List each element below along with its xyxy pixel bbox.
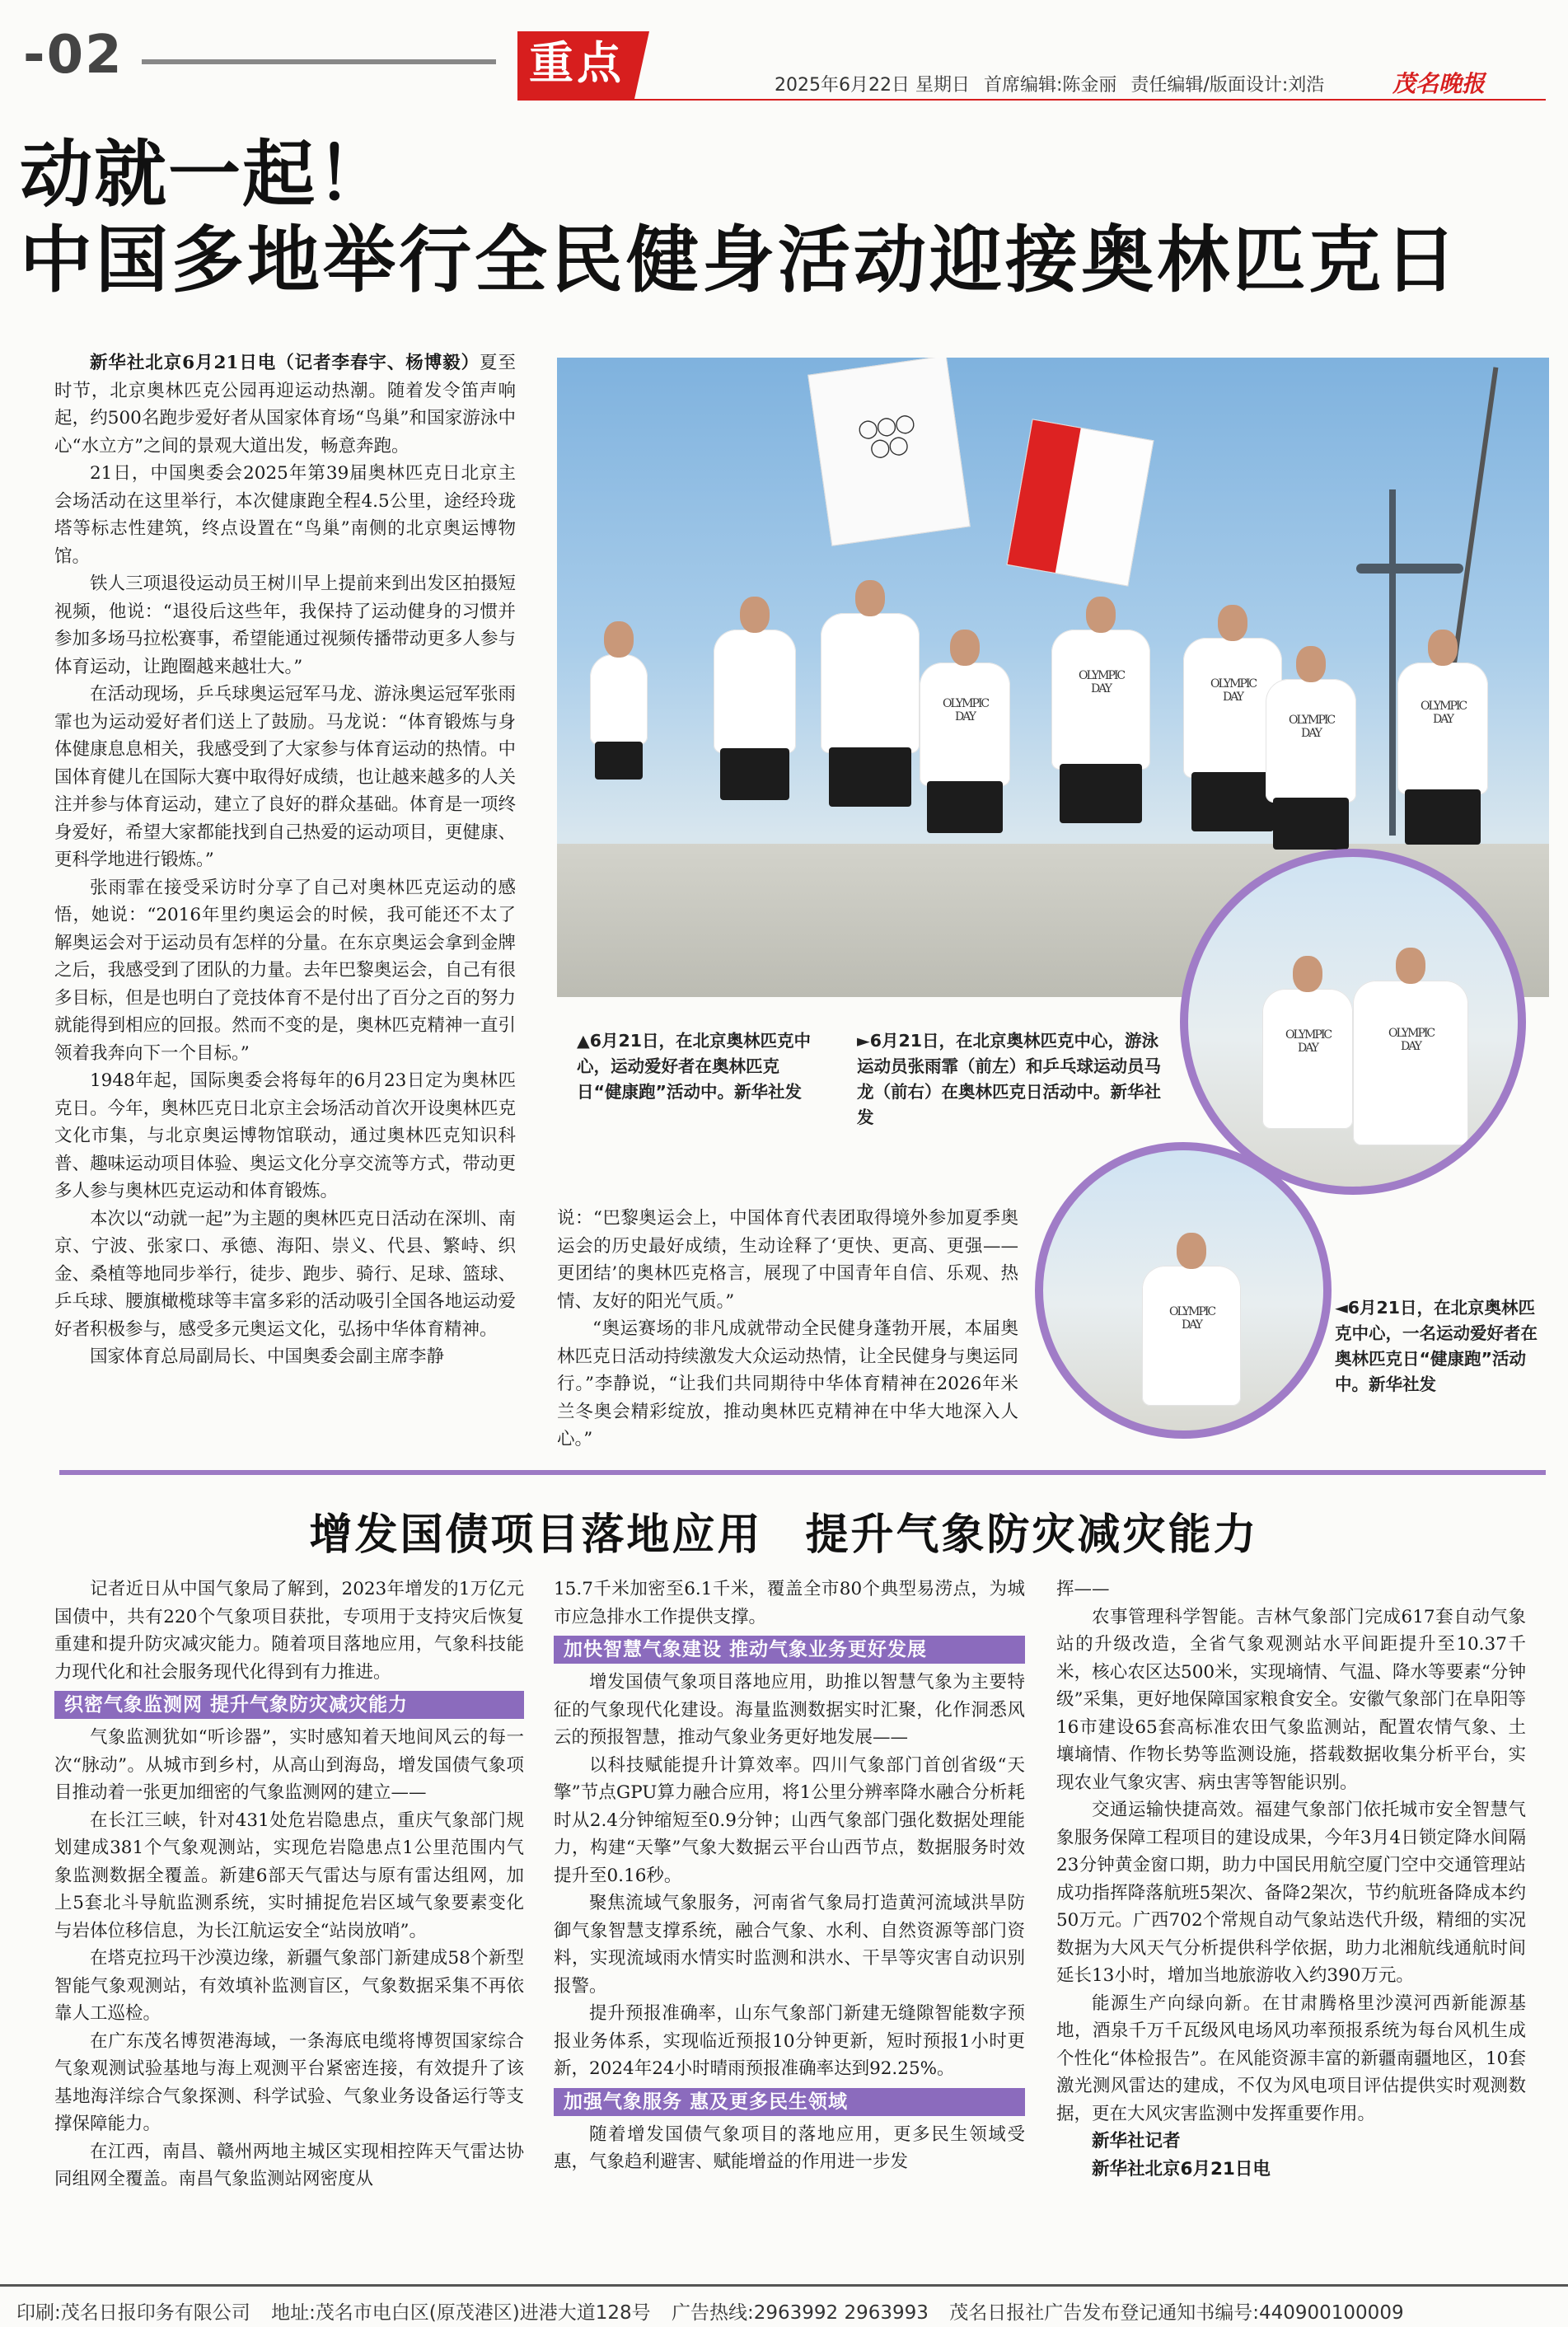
article-paragraph: 农事管理科学智能。吉林气象部门完成617套自动气象站的升级改造，全省气象观测站水平间距提升至10.37千米，核心农区达500米，实现墒情、气温、降水等要素“分钟级”采集，更好地保障国家粮食安全。安徽气象部门在阜阳等16市建设65套高标准农田气象监测站，配置农情气象、土壤墒情、作物长势等监测设施，搭载数据收集分析平台，实现农业气象灾害、病虫害等智能识别。	[1056, 1606, 1526, 1793]
article-paragraph: 在长江三峡，针对431处危岩隐患点，重庆气象部门规划建成381个气象观测站，实现危岩隐患点1公里范围内气象监测数据全覆盖。新建6部天气雷达与原有雷达组网，加上5套北斗导航监测系统，实时捕捉危岩区域气象要素变化与岩体位移信息，为长江航运安全“站岗放哨”。	[54, 1810, 524, 1941]
section-badge: 重点	[517, 31, 634, 99]
article-paragraph: 说：“巴黎奥运会上，中国体育代表团取得境外参加夏季奥运会的历史最好成绩，生动诠释了‘更快、更高、更强——更团结’的奥林匹克格言，展现了中国青年自信、乐观、热情、友好的阳光气质。”	[557, 1208, 1018, 1312]
main-headline	[20, 132, 1460, 303]
runner	[590, 654, 648, 745]
article-paragraph: 聚焦流域气象服务，河南省气象局打造黄河流域洪旱防御气象智慧支撑系统，融合气象、水利、自然资源等部门资料，实现流域雨水情实时监测和洪水、干旱等灾害自动识别报警。	[554, 1893, 1025, 1997]
issue-date: 2025年6月22日 星期日	[775, 75, 970, 96]
footer-rule	[0, 2284, 1568, 2287]
article2-headline-b: 提升气象防灾减灾能力	[805, 1510, 1259, 1560]
article-paragraph: 能源生产向绿向新。在甘肃腾格里沙漠河西新能源基地，酒泉千万千瓦级风电场风功率预报系统为每台风机生成个性化“体检报告”。在风能资源丰富的新疆南疆地区，10套激光测风雷达的建成，不仅为风电项目评估提供实时观测数据，更在大风灾害监测中发挥重要作用。	[1056, 1992, 1526, 2124]
header-divider	[517, 99, 1546, 101]
headline-line-2: 中国多地举行全民健身活动迎接奥林匹克日	[20, 218, 1461, 302]
subheading: 加快智慧气象建设 推动气象业务更好发展	[554, 1636, 1025, 1664]
section-divider	[59, 1470, 1546, 1475]
article2-column-2	[554, 1576, 1025, 2176]
article-paragraph: 增发国债气象项目落地应用，助推以智慧气象为主要特征的气象现代化建设。海量监测数据实时汇聚，化作洞悉风云的预报智慧，推动气象业务更好地发展——	[554, 1672, 1025, 1748]
runner: OLYMPIC DAY	[1183, 638, 1282, 778]
circle-photo-athletes	[1180, 849, 1526, 1195]
article-paragraph: 新华社北京6月21日电（记者李春宇、杨博毅）夏至时节，北京奥林匹克公园再迎运动热潮。随着发令笛声响起，约500名跑步爱好者从国家体育场“鸟巢”和国家游泳中心“水立方”之间的景观大道出发，畅意奔跑。	[54, 353, 516, 457]
article-paragraph: 记者近日从中国气象局了解到，2023年增发的1万亿元国债中，共有220个气象项目获批，专项用于支持灾后恢复重建和提升防灾减灾能力。随着项目落地应用，气象科技能力现代化和社会服务现代化得到有力推进。	[54, 1579, 524, 1683]
article1-left-column	[54, 349, 516, 1371]
athlete-zhang-yufei: OLYMPIC DAY	[1262, 989, 1353, 1129]
header-rule	[142, 59, 496, 64]
footer-license: 茂名日报社广告发布登记通知书编号:440900100009	[949, 2302, 1404, 2324]
article-paragraph: 在塔克拉玛干沙漠边缘，新疆气象部门新建成58个新型智能气象观测站，有效填补监测盲区，气象数据采集不再依靠人工巡检。	[54, 1948, 524, 2024]
runner: OLYMPIC DAY	[1051, 630, 1150, 770]
article-paragraph: 挥——	[1056, 1579, 1110, 1599]
responsible-editor: 责任编辑/版面设计:刘浩	[1130, 75, 1325, 96]
article2-column-1	[54, 1576, 524, 2194]
runner: OLYMPIC DAY	[1397, 663, 1488, 794]
article-paragraph: 以科技赋能提升计算效率。四川气象部门首创省级“天擎”节点GPU算力融合应用，将1公里分辨率降水融合分析耗时从2.4分钟缩短至0.9分钟；山西气象部门强化数据处理能力，构建“天擎”气象大数据云平台山西节点，数据服务时效提升至0.16秒。	[554, 1754, 1025, 1886]
byline-reporter: 新华社记者	[1092, 2131, 1181, 2151]
chief-editor: 首席编辑:陈金丽	[983, 75, 1117, 96]
runner	[714, 630, 796, 753]
footer-printer: 印刷:茂名日报印务有限公司	[16, 2302, 250, 2324]
article-paragraph: “奥运赛场的非凡成就带动全民健身蓬勃开展，本届奥林匹克日活动持续激发大众运动热情，让全民健身与奥运同行。”李静说，“让我们共同期待中华体育精神在2026年米兰冬奥会精彩绽放，推动奥林匹克精神在中华大地深入人心。”	[557, 1318, 1018, 1449]
athlete-ma-long: OLYMPIC DAY	[1353, 981, 1468, 1145]
article1-middle-column	[557, 1205, 1018, 1454]
footer-ad-phone: 广告热线:2963992 2963993	[671, 2302, 929, 2324]
runner: OLYMPIC DAY	[920, 663, 1010, 786]
subheading: 织密气象监测网 提升气象防灾减灾能力	[54, 1691, 524, 1719]
photo-caption-1: ▲6月21日，在北京奥林匹克中心，运动爱好者在奥林匹克日“健康跑”活动中。新华社发	[577, 1031, 812, 1102]
footer-address: 地址:茂名市电白区(原茂港区)进港大道128号	[271, 2302, 651, 2324]
olympic-rings-icon: ◯◯◯ ◯◯	[856, 413, 915, 461]
article-paragraph: 气象监测犹如“听诊器”，实时感知着天地间风云的每一次“脉动”。从城市到乡村，从高山到海岛，增发国债气象项目推动着一张更加细密的气象监测网的建立——	[54, 1727, 524, 1803]
runner: OLYMPIC DAY	[1266, 679, 1356, 803]
article-paragraph: 15.7千米加密至6.1千米，覆盖全市80个典型易涝点，为城市应急排水工作提供支撑。	[554, 1579, 1025, 1627]
runner: OLYMPIC DAY	[1142, 1266, 1241, 1406]
byline-dateline: 新华社北京6月21日电	[1092, 2158, 1271, 2180]
article-paragraph: 本次以“动就一起”为主题的奥林匹克日活动在深圳、南京、宁波、张家口、承德、海阳、崇义、代县、繁峙、织金、桑植等地同步举行，徒步、跑步、骑行、足球、篮球、乒乓球、腰旗橄榄球等丰富多彩的活动吸引全国各地运动爱好者积极参与，感受多元奥运文化，弘扬中华体育精神。	[54, 1208, 516, 1340]
subheading: 加强气象服务 惠及更多民生领域	[554, 2088, 1025, 2116]
masthead-logo: 茂名晚报	[1392, 70, 1486, 97]
article-paragraph: 张雨霏在接受采访时分享了自己对奥林匹克运动的感悟，她说：“2016年里约奥运会的时候，我可能还不太了解奥运会对于运动员有怎样的分量。在东京奥运会拿到金牌之后，我感受到了团队的力量。去年巴黎奥运会，自己有很多目标，但是也明白了竞技体育不是付出了百分之百的努力就能得到相应的回报。然而不变的是，奥林匹克精神一直引领着我奔向下一个目标。”	[54, 877, 516, 1064]
article-paragraph: 国家体育总局副局长、中国奥委会副主席李静	[90, 1346, 445, 1367]
article-paragraph: 随着增发国债气象项目的落地应用，更多民生领域受惠，气象趋利避害、赋能增益的作用进一步发	[554, 2123, 1025, 2172]
article2-headline-a: 增发国债项目落地应用	[309, 1510, 763, 1560]
article-paragraph: 提升预报准确率，山东气象部门新建无缝隙智能数字预报业务体系，实现临近预报10分钟更新，短时预报1小时更新，2024年24小时晴雨预报准确率达到92.25%。	[554, 2003, 1025, 2079]
footer	[16, 2297, 1419, 2325]
headline-line-1: 动就一起！	[20, 132, 391, 217]
olympic-flag	[807, 358, 971, 546]
article-paragraph: 铁人三项退役运动员王树川早上提前来到出发区拍摄短视频，他说：“退役后这些年，我保持了运动健身的习惯并参加多场马拉松赛事，希望能通过视频传播带动更多人参与体育运动，让跑圈越来越壮大。”	[54, 574, 516, 677]
article-paragraph: 交通运输快捷高效。福建气象部门依托城市安全智慧气象服务保障工程项目的建设成果，今年3月4日锁定降水间隔23分钟黄金窗口期，助力中国民用航空厦门空中交通管理站成功指挥降落航班5架次、备降2架次，节约航班备降成本约50万元。广西702个常规自动气象站迭代升级，精细的实况数据为大风天气分析提供科学依据，助力北湘航线通航时间延长13小时，增加当地旅游收入约390万元。	[1056, 1800, 1526, 1986]
olympic-flag-red	[1007, 419, 1154, 586]
page-number: -02	[23, 25, 124, 86]
article-paragraph: 在广东茂名博贺港海域，一条海底电缆将博贺国家综合气象观测试验基地与海上观测平台紧密连接，有效提升了该基地海洋综合气象探测、科学试验、气象业务设备运行等支撑保障能力。	[54, 2030, 524, 2134]
runner	[821, 613, 920, 753]
article-paragraph: 21日，中国奥委会2025年第39届奥林匹克日北京主会场活动在这里举行，本次健康跑全程4.5公里，途经玲珑塔等标志性建筑，终点设置在“鸟巢”南侧的北京奥运博物馆。	[54, 463, 516, 567]
article-paragraph: 在江西，南昌、赣州两地主城区实现相控阵天气雷达协同组网全覆盖。南昌气象监测站网密度从	[54, 2141, 524, 2189]
circle-photo-runner	[1035, 1142, 1332, 1439]
article-paragraph: 在活动现场，乒乓球奥运冠军马龙、游泳奥运冠军张雨霏也为运动爱好者们送上了鼓励。马龙说：“体育锻炼与身体健康息息相关，我感受到了大家参与体育运动的热情。中国体育健儿在国际大赛中取得好成绩，也让越来越多的人关注并参与体育运动，建立了良好的群众基础。体育是一项终身爱好，希望大家都能找到自己热爱的运动项目，更健康、更科学地进行锻炼。”	[54, 684, 516, 870]
photo-caption-3: ◄6月21日，在北京奥林匹克中心，一名运动爱好者在奥林匹克日“健康跑”活动中。新华社发	[1335, 1298, 1538, 1394]
issue-info	[775, 71, 1332, 96]
article2-column-3	[1056, 1576, 1526, 2183]
photo-caption-2: ►6月21日，在北京奥林匹克中心，游泳运动员张雨霏（前左）和乒乓球运动员马龙（前右）在奥林匹克日活动中。新华社发	[857, 1031, 1161, 1127]
article-paragraph: 1948年起，国际奥委会将每年的6月23日定为奥林匹克日。今年，奥林匹克日北京主会场活动首次开设奥林匹克文化市集，与北京奥运博物馆联动，通过奥林匹克知识科普、趣味运动项目体验、奥运文化分享交流等方式，带动更多人参与奥林匹克运动和体育锻炼。	[54, 1070, 516, 1201]
article2-headline	[0, 1500, 1568, 1561]
dateline: 新华社北京6月21日电（记者李春宇、杨博毅）	[90, 353, 480, 373]
